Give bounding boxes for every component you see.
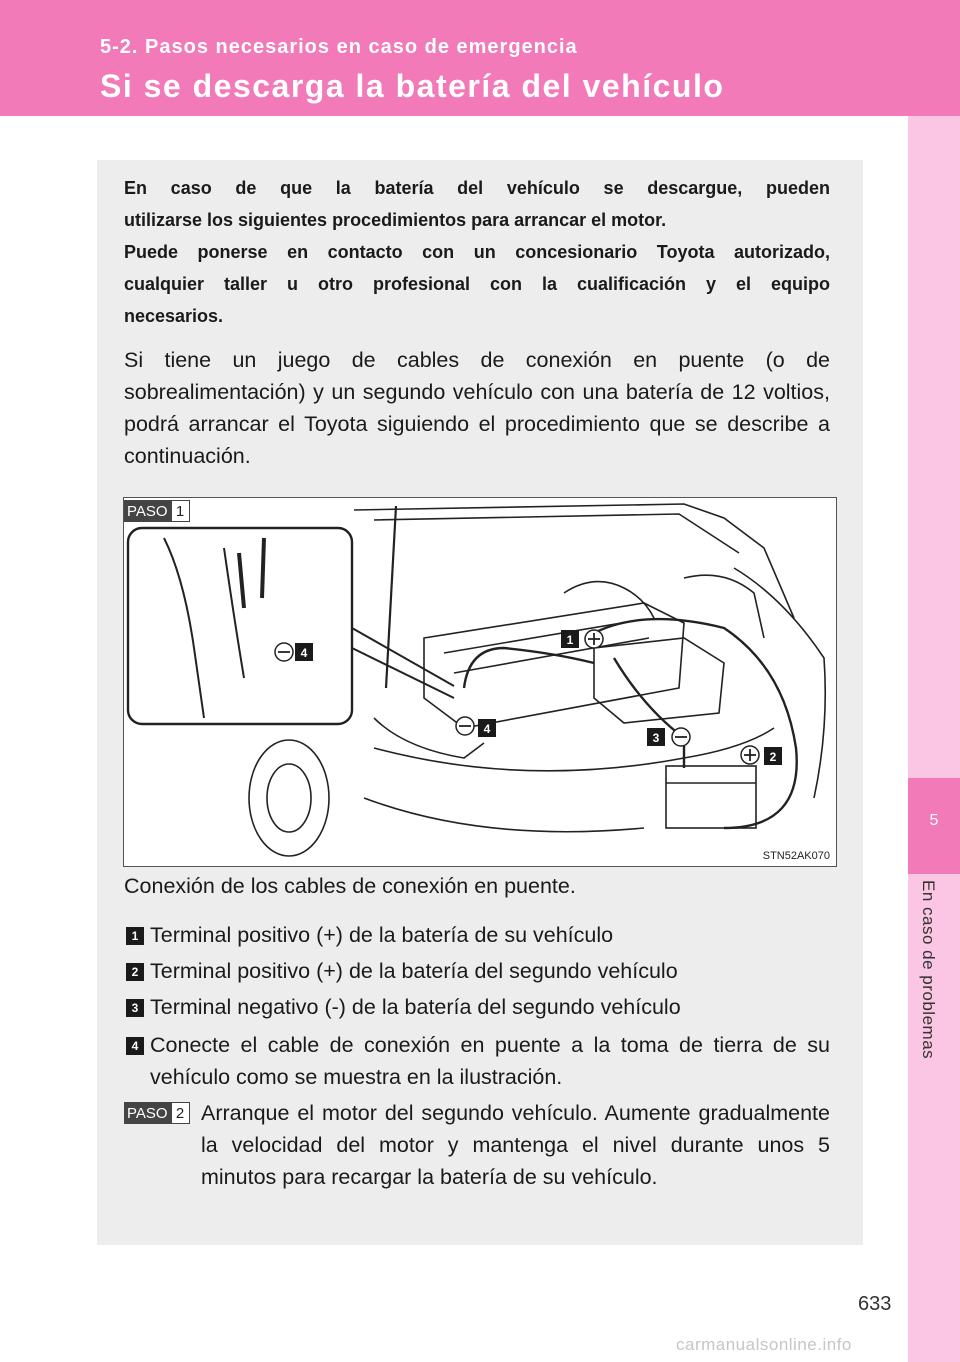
list-item — [126, 1029, 830, 1093]
item-text: Conecte el cable de conexión en puente a la toma de tierra de su vehículo como se muestra en la ilustración. — [150, 1033, 830, 1089]
item-text: Terminal positivo (+) de la batería de su vehículo — [150, 923, 614, 947]
chapter-side-tab — [908, 116, 960, 1362]
engine-cover — [424, 603, 684, 728]
front-bumper — [374, 728, 774, 771]
second-battery — [666, 766, 756, 828]
intro-bold-line: utilizarse los siguientes procedimientos para arrancar el motor. — [124, 210, 667, 230]
engine-cover-rib — [444, 620, 639, 653]
callout-4-inset — [275, 643, 313, 661]
step-word: PASO — [124, 1102, 171, 1124]
hood-outline — [354, 504, 794, 618]
hood-inner-line — [374, 514, 739, 553]
inset-pointer — [352, 648, 454, 698]
watermark: carmanualsonline.info — [676, 1335, 852, 1354]
list-item — [126, 919, 830, 951]
own-battery — [594, 638, 724, 723]
list-item — [126, 955, 830, 987]
engine-bay-drawing — [124, 498, 836, 866]
intake-tube — [564, 582, 654, 618]
step2-text: Arranque el motor del segundo vehículo. Aumente gradualmente la velocidad del motor y mantenga el nivel durante unos 5 minutos para recargar la batería de su vehículo. — [201, 1101, 830, 1189]
front-wheel — [249, 740, 329, 856]
step1-caption: Conexión de los cables de conexión en puente. — [124, 874, 576, 898]
step-number: 2 — [171, 1102, 190, 1124]
callout-2 — [741, 746, 782, 765]
item-number: 2 — [126, 963, 144, 981]
step2-badge — [124, 1102, 190, 1124]
intro-bold-line: En caso de que la batería del vehículo se descargue, pueden — [124, 178, 830, 198]
intro-bold-line: necesarios. — [124, 306, 224, 326]
section-label: 5-2. Pasos necesarios en caso de emergencia — [100, 36, 578, 58]
wheel-hub — [267, 764, 311, 832]
inset-pointer — [352, 628, 454, 686]
intro-bold-line: cualquier taller u otro profesional con la cualificación y el equipo — [124, 274, 830, 294]
callout-label: 3 — [652, 731, 660, 745]
hood-prop-rod — [386, 506, 396, 688]
jump-start-illustration — [123, 497, 837, 867]
list-item — [126, 991, 830, 1023]
item-number: 3 — [126, 999, 144, 1017]
item-text: Terminal negativo (-) de la batería del segundo vehículo — [150, 995, 681, 1019]
callout-4 — [456, 717, 496, 737]
step-word: PASO — [124, 500, 171, 522]
inset-clamp — [239, 538, 264, 608]
step-number: 1 — [171, 500, 190, 522]
item-number: 4 — [126, 1037, 144, 1055]
intro-paragraph: Si tiene un juego de cables de conexión en puente (o de sobrealimentación) y un segundo vehículo con una batería de 12 voltios, podrá arrancar el Toyota siguiendo el procedimiento que se describe a continuación. — [124, 348, 830, 468]
item-number: 1 — [126, 927, 144, 945]
callout-label: 4 — [483, 722, 491, 736]
page-title: Si se descarga la batería del vehículo — [100, 68, 725, 104]
front-lower-line — [364, 798, 644, 832]
inset-pipe — [164, 538, 204, 718]
callout-3 — [647, 728, 690, 746]
figure-code: STN52AK070 — [762, 850, 830, 862]
callout-label: 1 — [566, 633, 574, 647]
callout-1 — [561, 630, 603, 648]
chapter-title: En caso de problemas — [919, 880, 938, 1060]
callout-label: 4 — [300, 646, 308, 660]
negative-cable — [614, 658, 684, 768]
header-band — [0, 0, 960, 116]
item-text: Terminal positivo (+) de la batería del segundo vehículo — [150, 959, 678, 983]
callout-label: 2 — [769, 750, 777, 764]
intro-bold-line: Puede ponerse en contacto con un concesionario Toyota autorizado, — [124, 242, 830, 262]
chapter-number: 5 — [929, 812, 939, 829]
page-number: 633 — [858, 1293, 892, 1315]
